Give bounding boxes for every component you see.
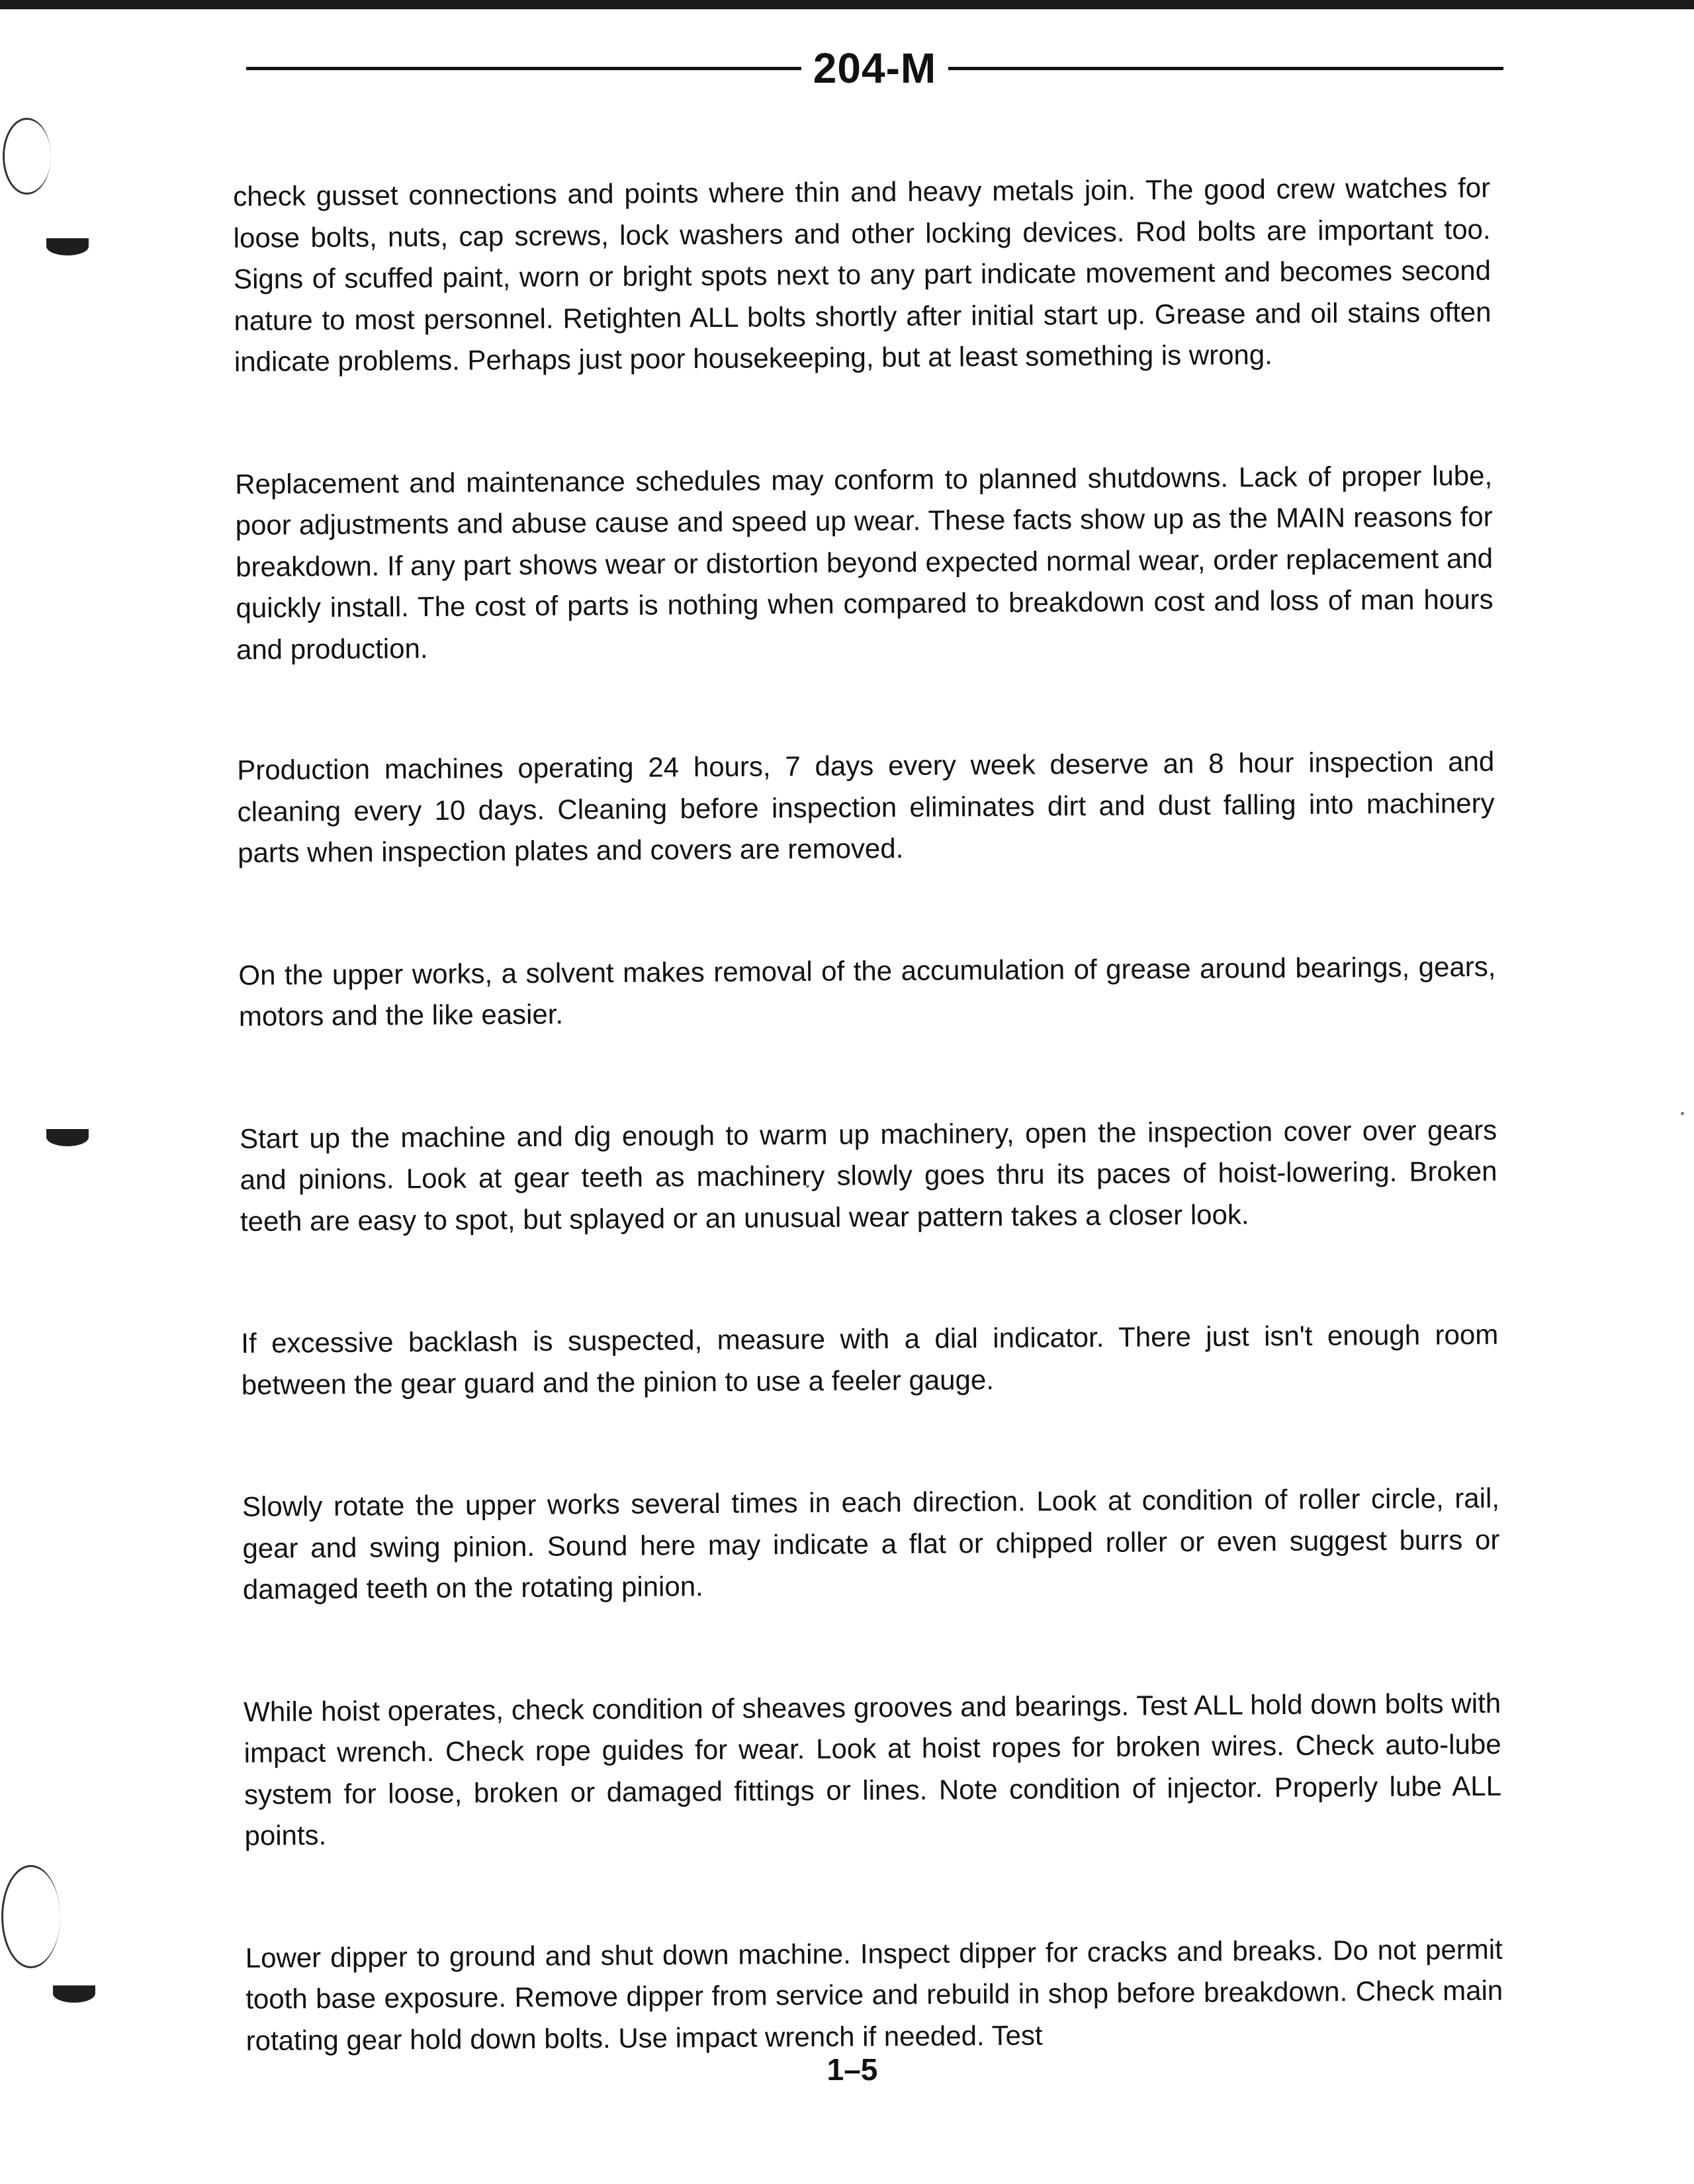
header-rule-right xyxy=(948,67,1503,70)
binder-hole-mark-1 xyxy=(46,238,89,255)
header-rule-left xyxy=(246,67,801,70)
paragraph: Lower dipper to ground and shut down machine. Inspect dipper for cracks and breaks. Do not permit tooth base exposure. Remove dipper from service and rebuild in shop before breakdown. Check main rotating gear hold down bolts. Use impact wrench if needed. Test xyxy=(245,1933,1503,2056)
paragraph: check gusset connections and points where thin and heavy metals join. The good crew watches for loose bolts, nuts, cap screws, lock washers and other locking devices. Rod bolts are important too. Signs of scuffed paint, worn or bright spots next to any part indicate movement and becomes second nature to most personnel. Retighten ALL bolts shortly after initial start up. Grease and oil stains often indicate problems. Perhaps just poor housekeeping, but at least something is wrong. xyxy=(233,171,1492,377)
binder-hole-outline-top xyxy=(3,118,51,195)
paragraph: Production machines operating 24 hours, 7 days every week deserve an 8 hour inspection and cleaning every 10 days. Cleaning before inspection eliminates dirt and dust falling into machinery parts when inspection plates and covers are removed. xyxy=(237,745,1495,868)
binder-hole-mark-2 xyxy=(46,1129,89,1146)
scan-top-edge xyxy=(0,0,1694,9)
paragraph: Replacement and maintenance schedules may conform to planned shutdowns. Lack of proper lube, poor adjustments and abuse cause and speed up wear. These facts show up as the MAIN reasons for breakdown. If any part shows wear or distortion beyond expected normal wear, order replacement and quickly install. The cost of parts is nothing when compared to breakdown cost and loss of man hours and production. xyxy=(235,459,1493,665)
body-text xyxy=(233,167,1503,2062)
paragraph: On the upper works, a solvent makes removal of the accumulation of grease around bearings, gears, motors and the like easier. xyxy=(238,950,1496,1032)
page-number: 1–5 xyxy=(826,2052,878,2087)
binder-hole-outline-bottom xyxy=(1,1865,60,1968)
binder-hole-mark-3 xyxy=(53,1985,95,2003)
paragraph: Start up the machine and dig enough to warm up machinery, open the inspection cover over gears and pinions. Look at gear teeth as machinery slowly goes thru its paces of hoist-lowering. Broken teeth are easy to spot, but splayed or an unusual wear pattern takes a closer look. xyxy=(239,1114,1497,1237)
page-header xyxy=(246,38,1503,98)
paragraph: While hoist operates, check condition of sheaves grooves and bearings. Test ALL hold down bolts with impact wrench. Check rope guides for wear. Look at hoist ropes for broken wires. Check auto-lube system for loose, broken or damaged fittings or lines. Note condition of injector. Properly lube ALL points. xyxy=(244,1687,1502,1851)
paragraph: Slowly rotate the upper works several times in each direction. Look at condition of roller circle, rail, gear and swing pinion. Sound here may indicate a flat or chipped roller or even suggest burrs or damaged teeth on the rotating pinion. xyxy=(242,1482,1500,1605)
paragraph: If excessive backlash is suspected, measure with a dial indicator. There just isn't enough room between the gear guard and the pinion to use a feeler gauge. xyxy=(241,1318,1499,1400)
scan-speck xyxy=(1681,1112,1684,1115)
document-code: 204-M xyxy=(813,44,937,92)
